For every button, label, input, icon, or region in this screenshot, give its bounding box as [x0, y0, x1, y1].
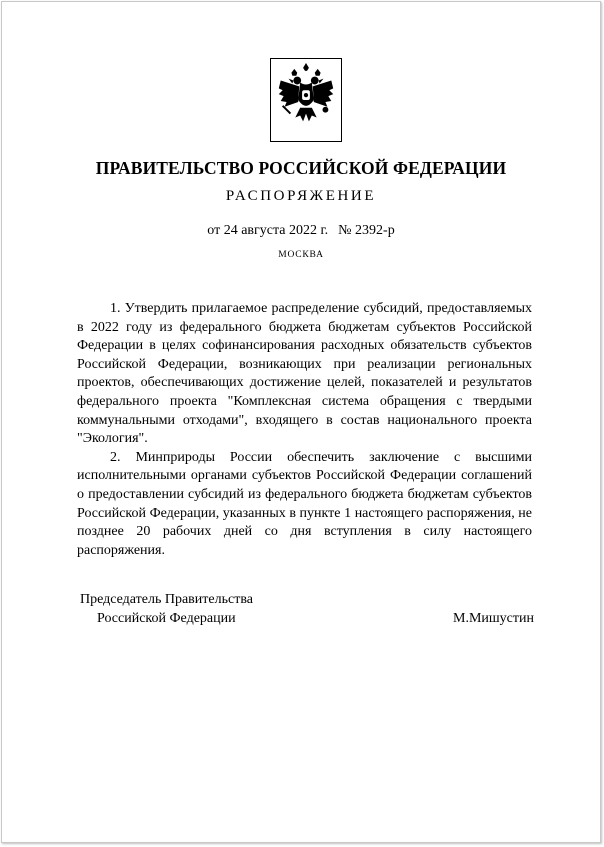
signatory-name: М.Мишустин [453, 610, 534, 626]
date-number-line [2, 223, 600, 239]
government-title: ПРАВИТЕЛЬСТВО РОССИЙСКОЙ ФЕДЕРАЦИИ [95, 158, 507, 178]
document-body [77, 300, 532, 560]
document-page [1, 1, 601, 843]
coat-of-arms-icon [270, 58, 342, 142]
signature-block [80, 591, 534, 628]
paragraph-1: 1. Утвердить прилагаемое распределение субсидий, предоставляемых в 2022 году из федерального бюджета бюджетам субъектов Российской Федерации в целях софинансирования расходных обязательств субъектов Российской Федерации, возникающих при реализации региональных проектов, обеспечивающих достижение целей, показателей и результатов федерального проекта "Комплексная система обращения с твердыми коммунальными отходами", входящего в состав национального проекта "Экология". [77, 301, 532, 447]
paragraph-2: 2. Минприроды России обеспечить заключение с высшими исполнительными органами субъектов Российской Федерации соглашений о предоставлении субсидий из федерального бюджета бюджетам субъектов Российской Федерации, указанных в пункте 1 настоящего распоряжения, не позднее 20 рабочих дней со дня вступления в силу настоящего распоряжения. [77, 449, 532, 558]
document-number: № 2392-р [338, 223, 395, 238]
city-name: МОСКВА [278, 250, 324, 260]
document-type: РАСПОРЯЖЕНИЕ [225, 188, 377, 204]
document-date: от 24 августа 2022 г. [207, 223, 329, 238]
signatory-role-line-2: Российской Федерации [97, 610, 236, 626]
signatory-role-line-1: Председатель Правительства [80, 592, 253, 607]
